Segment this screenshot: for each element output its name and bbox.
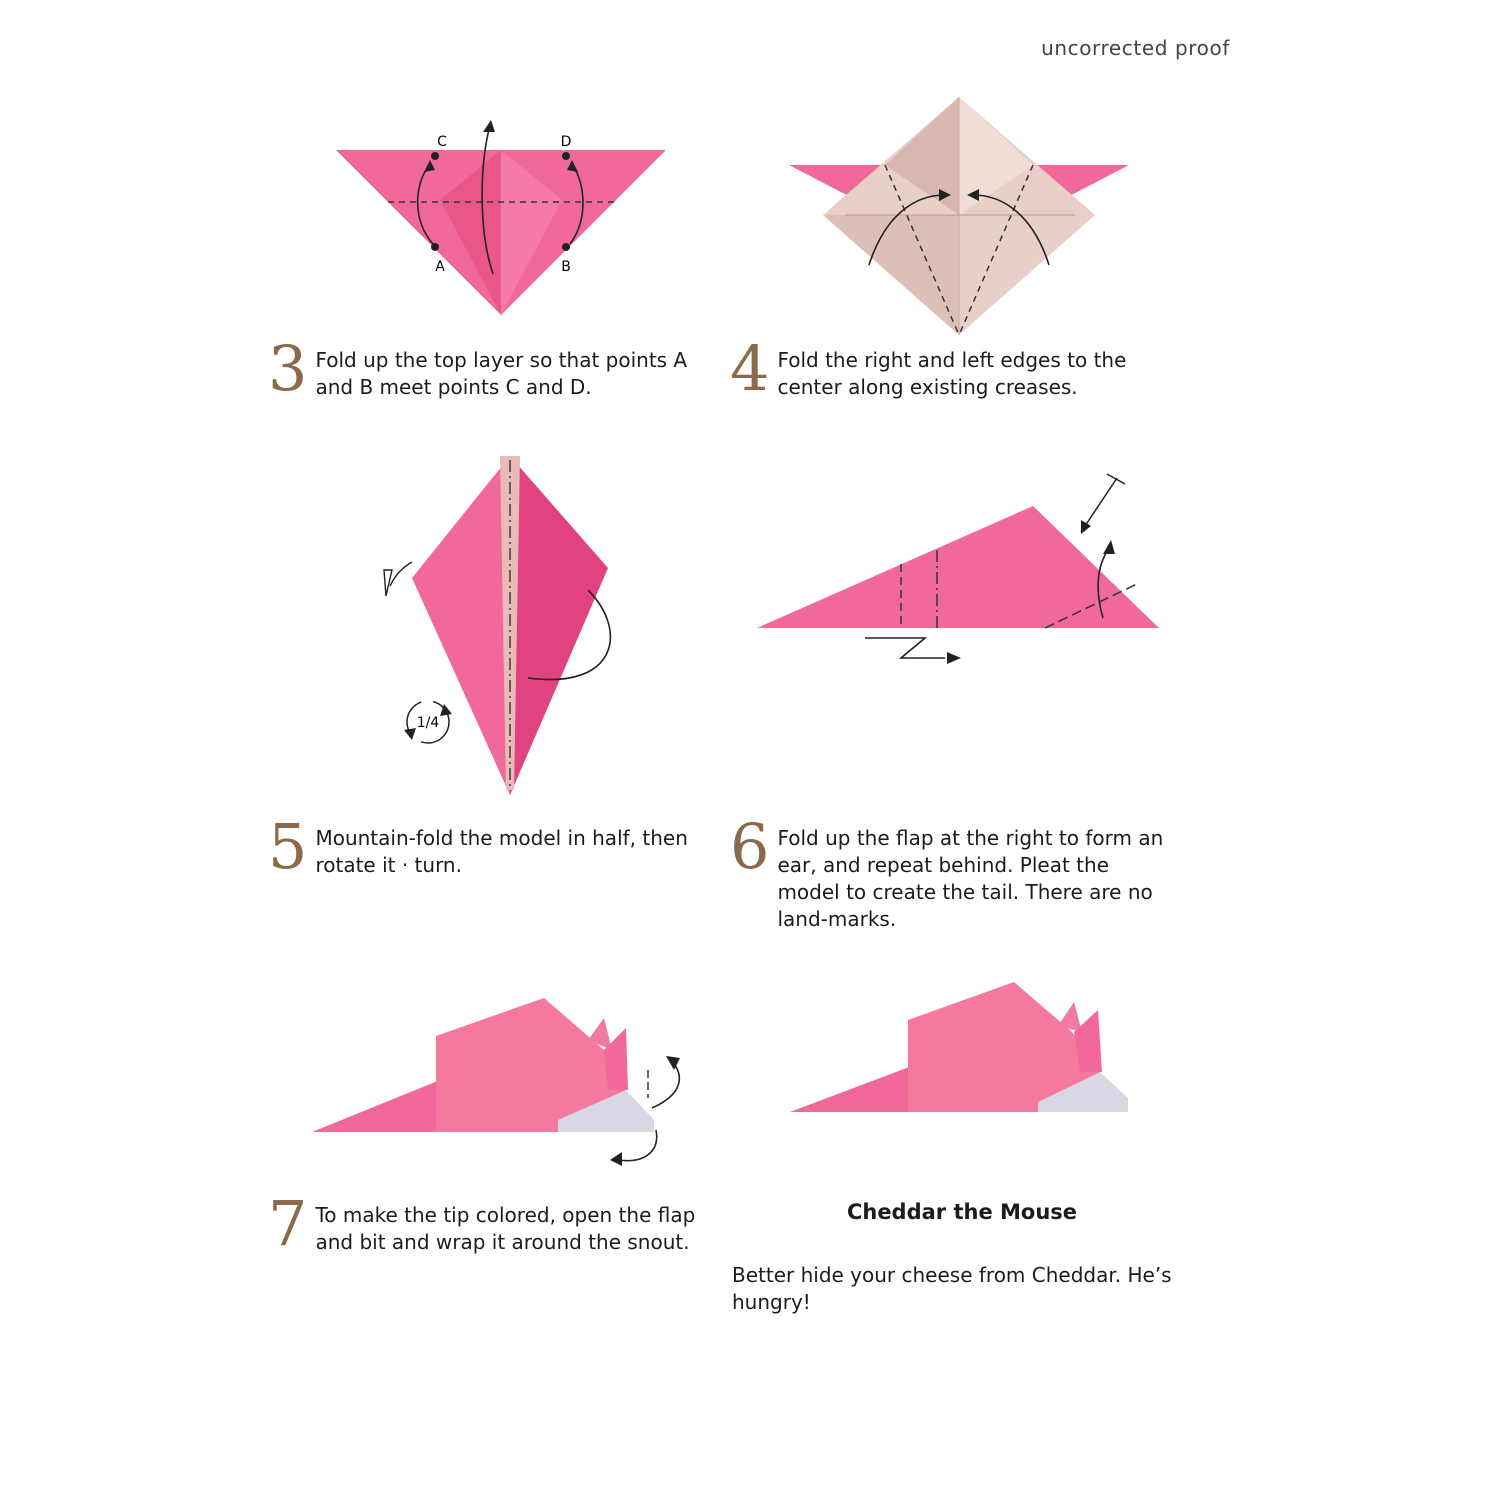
- step-number: 6: [730, 810, 770, 883]
- step-3: [268, 332, 698, 405]
- step-number: 4: [730, 332, 770, 405]
- step-instruction: Mountain-fold the model in half, then rotate it · turn.: [315, 826, 688, 877]
- point-label-b: B: [561, 259, 571, 275]
- diagram-step-5: [378, 450, 623, 800]
- proof-label: uncorrected proof: [1041, 36, 1230, 60]
- diagram-step-7: [308, 990, 688, 1170]
- point-label-d: D: [560, 134, 572, 150]
- rotation-label: 1/4: [416, 715, 440, 731]
- point-label-a: A: [435, 259, 445, 275]
- diagram-step-4: [785, 95, 1135, 340]
- step-4: [730, 332, 1150, 405]
- step-number: 3: [268, 332, 308, 405]
- model-title: Cheddar the Mouse: [846, 1200, 1078, 1224]
- step-5: [268, 810, 698, 883]
- step-instruction: Fold up the top layer so that points A and B meet points C and D.: [315, 348, 688, 399]
- point-label-c: C: [437, 134, 447, 150]
- step-6: [730, 810, 1170, 933]
- step-number: 5: [268, 810, 308, 883]
- step-number: 7: [268, 1187, 308, 1260]
- diagram-step-3: [330, 120, 675, 330]
- step-instruction: Fold the right and left edges to the center along existing creases.: [777, 348, 1127, 399]
- model-description: Better hide your cheese from Cheddar. He’s hungry!: [732, 1263, 1172, 1314]
- step-7: [268, 1187, 708, 1260]
- diagram-step-6: [755, 470, 1165, 670]
- step-instruction: Fold up the flap at the right to form an ear, and repeat behind. Pleat the model to create the tail. There are no land-marks.: [777, 826, 1164, 931]
- step-instruction: To make the tip colored, open the flap and bit and wrap it around the snout.: [315, 1203, 696, 1254]
- diagram-result-mouse: [788, 980, 1133, 1115]
